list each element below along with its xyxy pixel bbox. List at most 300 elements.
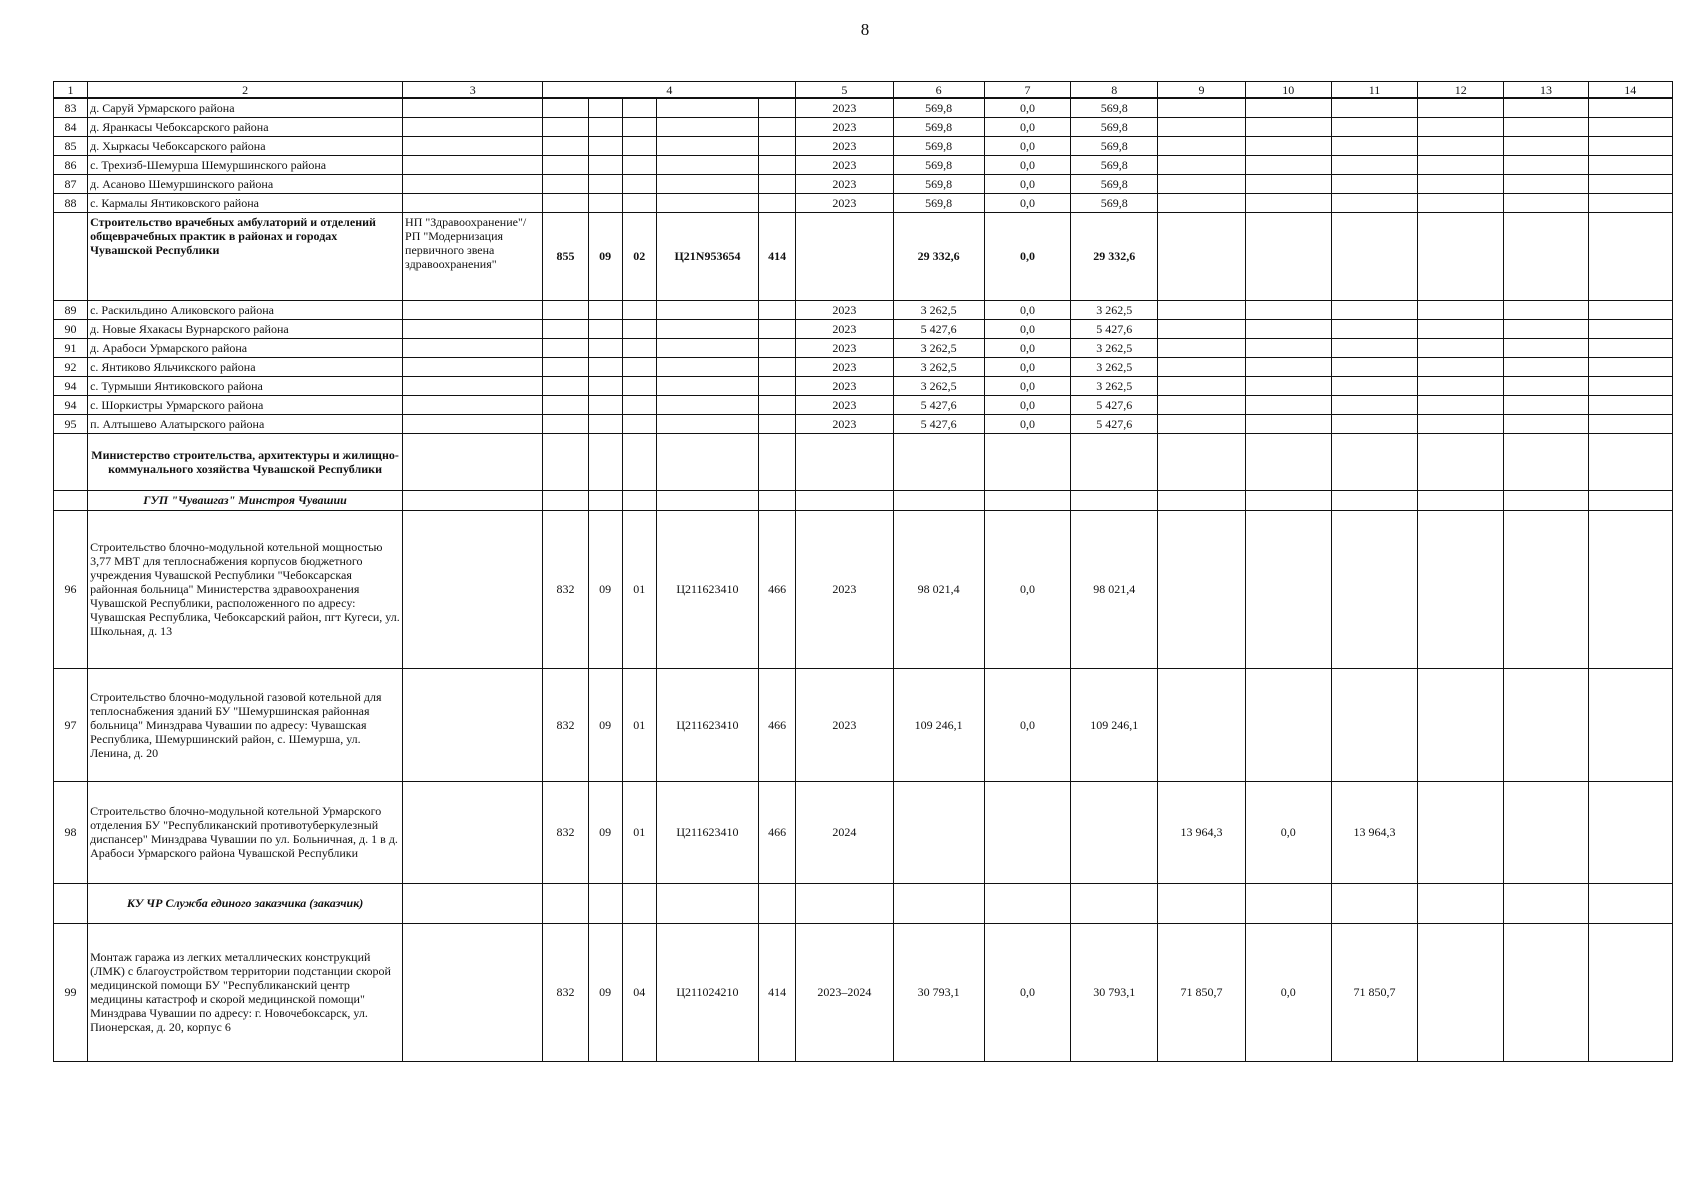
code-cell [759, 155, 796, 174]
empty-cell [1588, 668, 1672, 781]
year-cell: 2023 [796, 338, 893, 357]
table-row [54, 136, 1673, 155]
value-col6: 5 427,6 [893, 414, 984, 433]
value-col6: 5 427,6 [893, 395, 984, 414]
code-cell [656, 433, 758, 490]
value-v11: 71 850,7 [1331, 923, 1417, 1061]
empty-cell [1418, 98, 1504, 117]
empty-cell [1245, 490, 1331, 510]
code-cell: 832 [543, 668, 588, 781]
empty-cell [1418, 781, 1504, 883]
empty-cell [1504, 357, 1588, 376]
empty-cell [1245, 174, 1331, 193]
header-cell: 4 [543, 82, 796, 99]
program-cell [403, 357, 543, 376]
empty-cell [893, 433, 984, 490]
empty-cell [1158, 155, 1245, 174]
value-col7: 0,0 [984, 136, 1070, 155]
header-cell: 10 [1245, 82, 1331, 99]
empty-cell [1418, 117, 1504, 136]
value-col7: 0,0 [984, 300, 1070, 319]
empty-cell [1588, 212, 1672, 300]
empty-cell [54, 212, 88, 300]
table-row [54, 174, 1673, 193]
header-cell: 7 [984, 82, 1070, 99]
code-cell [656, 376, 758, 395]
object-name: с. Шоркистры Урмарского района [88, 395, 403, 414]
code-cell: Ц211024210 [656, 923, 758, 1061]
code-cell [622, 395, 656, 414]
table-row [54, 357, 1673, 376]
year-cell: 2023 [796, 414, 893, 433]
empty-cell [1418, 510, 1504, 668]
empty-cell [1588, 155, 1672, 174]
code-cell: 01 [622, 668, 656, 781]
empty-cell [1158, 300, 1245, 319]
program-cell [403, 510, 543, 668]
empty-cell [1588, 357, 1672, 376]
budget-table [53, 81, 1673, 1062]
code-cell [759, 490, 796, 510]
row-number: 99 [54, 923, 88, 1061]
empty-cell [1158, 174, 1245, 193]
code-cell [656, 395, 758, 414]
empty-cell [1331, 155, 1417, 174]
empty-cell [796, 433, 893, 490]
code-cell [656, 174, 758, 193]
year-cell: 2023 [796, 174, 893, 193]
code-cell: 414 [759, 212, 796, 300]
empty-cell [1158, 490, 1245, 510]
code-cell [588, 433, 622, 490]
empty-cell [1418, 668, 1504, 781]
year-cell: 2023 [796, 319, 893, 338]
table-row [54, 98, 1673, 117]
value-col7: 0,0 [984, 357, 1070, 376]
empty-cell [893, 490, 984, 510]
empty-cell [1588, 117, 1672, 136]
code-cell: 09 [588, 510, 622, 668]
empty-cell [1245, 357, 1331, 376]
code-cell [543, 193, 588, 212]
code-cell [656, 357, 758, 376]
empty-cell [1158, 414, 1245, 433]
program-cell [403, 376, 543, 395]
program-cell [403, 923, 543, 1061]
code-cell: 09 [588, 923, 622, 1061]
empty-cell [1504, 319, 1588, 338]
empty-cell [1071, 490, 1158, 510]
empty-cell [984, 433, 1070, 490]
value-v6 [893, 781, 984, 883]
empty-cell [1504, 98, 1588, 117]
program-cell [403, 136, 543, 155]
empty-cell [1071, 883, 1158, 923]
code-cell [588, 98, 622, 117]
empty-cell [1158, 376, 1245, 395]
empty-cell [1418, 193, 1504, 212]
value-col6: 569,8 [893, 155, 984, 174]
code-cell [588, 376, 622, 395]
empty-cell [1158, 883, 1245, 923]
empty-cell [1504, 510, 1588, 668]
empty-cell [1504, 433, 1588, 490]
empty-cell [1504, 212, 1588, 300]
empty-cell [1331, 193, 1417, 212]
empty-cell [1418, 376, 1504, 395]
section-row [54, 490, 1673, 510]
value-col6: 569,8 [893, 136, 984, 155]
program-cell [403, 668, 543, 781]
value-col8: 29 332,6 [1071, 212, 1158, 300]
code-cell [588, 300, 622, 319]
header-cell: 2 [88, 82, 403, 99]
empty-cell [1588, 174, 1672, 193]
code-cell [656, 414, 758, 433]
code-cell [543, 155, 588, 174]
code-cell: 04 [622, 923, 656, 1061]
table-row [54, 510, 1673, 668]
empty-cell [1331, 338, 1417, 357]
row-number: 86 [54, 155, 88, 174]
value-v9: 71 850,7 [1158, 923, 1245, 1061]
empty-cell [1245, 319, 1331, 338]
value-col8: 569,8 [1071, 155, 1158, 174]
empty-cell [1331, 212, 1417, 300]
value-col7: 0,0 [984, 319, 1070, 338]
empty-cell [1158, 319, 1245, 338]
empty-cell [1245, 193, 1331, 212]
empty-cell [984, 490, 1070, 510]
empty-cell [1588, 376, 1672, 395]
table-row [54, 414, 1673, 433]
value-col8: 569,8 [1071, 174, 1158, 193]
value-v6: 98 021,4 [893, 510, 984, 668]
empty-cell [1588, 338, 1672, 357]
code-cell: Ц211623410 [656, 781, 758, 883]
object-name: д. Яранкасы Чебоксарского района [88, 117, 403, 136]
header-cell: 11 [1331, 82, 1417, 99]
table-row [54, 668, 1673, 781]
value-v10: 0,0 [1245, 781, 1331, 883]
empty-cell [1245, 338, 1331, 357]
empty-cell [1504, 490, 1588, 510]
value-col8: 569,8 [1071, 136, 1158, 155]
empty-cell [1588, 193, 1672, 212]
code-cell [543, 338, 588, 357]
empty-cell [1504, 376, 1588, 395]
empty-cell [1331, 414, 1417, 433]
code-cell [543, 136, 588, 155]
code-cell [656, 98, 758, 117]
code-cell [622, 433, 656, 490]
year-cell: 2023 [796, 98, 893, 117]
empty-cell [54, 490, 88, 510]
empty-cell [1504, 883, 1588, 923]
object-name: Строительство блочно-модульной котельной Урмарского отделения БУ "Республиканский противотуберкулезный диспансер" Минздрава Чувашии по ул. Больничная, д. 1 в д. Арабоси Урмарского района Чувашской Республики [88, 781, 403, 883]
empty-cell [1504, 155, 1588, 174]
value-col8: 5 427,6 [1071, 319, 1158, 338]
year-cell: 2023 [796, 136, 893, 155]
value-v10: 0,0 [1245, 923, 1331, 1061]
program-cell [403, 117, 543, 136]
row-number: 91 [54, 338, 88, 357]
empty-cell [1158, 433, 1245, 490]
year-cell: 2023 [796, 357, 893, 376]
value-v7: 0,0 [984, 510, 1070, 668]
empty-cell [893, 883, 984, 923]
code-cell [588, 319, 622, 338]
value-col8: 569,8 [1071, 98, 1158, 117]
code-cell [656, 883, 758, 923]
code-cell [759, 193, 796, 212]
code-cell [622, 98, 656, 117]
row-number: 83 [54, 98, 88, 117]
empty-cell [1331, 300, 1417, 319]
code-cell [622, 376, 656, 395]
empty-cell [1504, 923, 1588, 1061]
code-cell [759, 376, 796, 395]
code-cell: 414 [759, 923, 796, 1061]
year-cell: 2023 [796, 395, 893, 414]
year-cell: 2023 [796, 376, 893, 395]
empty-cell [1331, 376, 1417, 395]
empty-cell [1245, 395, 1331, 414]
code-cell [656, 136, 758, 155]
code-cell [656, 338, 758, 357]
value-col6: 569,8 [893, 193, 984, 212]
empty-cell [1245, 414, 1331, 433]
empty-cell [1245, 376, 1331, 395]
code-cell: Ц211623410 [656, 668, 758, 781]
code-cell [656, 117, 758, 136]
empty-cell [1588, 414, 1672, 433]
value-v10 [1245, 668, 1331, 781]
value-col7: 0,0 [984, 212, 1070, 300]
value-col7: 0,0 [984, 414, 1070, 433]
value-v9 [1158, 510, 1245, 668]
code-cell [588, 193, 622, 212]
value-v11 [1331, 668, 1417, 781]
code-cell: 855 [543, 212, 588, 300]
page-number: 8 [860, 20, 870, 39]
value-col8: 3 262,5 [1071, 357, 1158, 376]
row-number: 90 [54, 319, 88, 338]
row-number: 92 [54, 357, 88, 376]
value-v7: 0,0 [984, 923, 1070, 1061]
empty-cell [1158, 117, 1245, 136]
code-cell [622, 174, 656, 193]
code-cell: 832 [543, 781, 588, 883]
header-cell: 12 [1418, 82, 1504, 99]
code-cell [543, 883, 588, 923]
code-cell [543, 300, 588, 319]
code-cell [588, 136, 622, 155]
object-name: д. Асаново Шемуршинского района [88, 174, 403, 193]
header-row [54, 82, 1673, 99]
empty-cell [1418, 883, 1504, 923]
table-row [54, 155, 1673, 174]
value-v8 [1071, 781, 1158, 883]
empty-cell [1331, 395, 1417, 414]
row-number: 87 [54, 174, 88, 193]
value-col7: 0,0 [984, 98, 1070, 117]
empty-cell [1418, 395, 1504, 414]
empty-cell [1245, 98, 1331, 117]
empty-cell [1071, 433, 1158, 490]
code-cell [622, 357, 656, 376]
header-cell: 8 [1071, 82, 1158, 99]
value-col7: 0,0 [984, 174, 1070, 193]
empty-cell [1588, 300, 1672, 319]
empty-cell [1331, 319, 1417, 338]
empty-cell [1158, 395, 1245, 414]
object-name: д. Саруй Урмарского района [88, 98, 403, 117]
code-cell: Ц21N953654 [656, 212, 758, 300]
year-cell: 2023 [796, 668, 893, 781]
value-col6: 3 262,5 [893, 338, 984, 357]
code-cell: 09 [588, 212, 622, 300]
program-cell [403, 300, 543, 319]
header-cell: 6 [893, 82, 984, 99]
empty-cell [1245, 155, 1331, 174]
empty-cell [1245, 300, 1331, 319]
year-cell: 2023 [796, 510, 893, 668]
empty-cell [1245, 883, 1331, 923]
empty-cell [1158, 98, 1245, 117]
empty-cell [1588, 923, 1672, 1061]
row-number: 97 [54, 668, 88, 781]
code-cell [622, 136, 656, 155]
code-cell [543, 376, 588, 395]
code-cell [656, 193, 758, 212]
code-cell [656, 155, 758, 174]
code-cell [759, 338, 796, 357]
code-cell [543, 319, 588, 338]
empty-cell [1418, 338, 1504, 357]
header-cell: 3 [403, 82, 543, 99]
code-cell: 466 [759, 510, 796, 668]
code-cell [588, 883, 622, 923]
year-cell: 2023–2024 [796, 923, 893, 1061]
program-cell [403, 433, 543, 490]
code-cell [543, 357, 588, 376]
object-name: Строительство блочно-модульной газовой котельной для теплоснабжения зданий БУ "Шемуршинская районная больница" Минздрава Чувашии по адресу: Чувашская Республика, Шемуршинский район, с. Шемурша, ул. Ленина, д. 20 [88, 668, 403, 781]
row-number: 84 [54, 117, 88, 136]
value-col8: 3 262,5 [1071, 300, 1158, 319]
code-cell [622, 300, 656, 319]
empty-cell [1158, 212, 1245, 300]
code-cell [622, 155, 656, 174]
code-cell [759, 883, 796, 923]
program-cell [403, 338, 543, 357]
empty-cell [1158, 338, 1245, 357]
code-cell [622, 414, 656, 433]
empty-cell [1504, 781, 1588, 883]
empty-cell [1588, 136, 1672, 155]
row-number: 94 [54, 395, 88, 414]
value-col6: 3 262,5 [893, 376, 984, 395]
value-col6: 5 427,6 [893, 319, 984, 338]
program-cell [403, 883, 543, 923]
empty-cell [1504, 193, 1588, 212]
row-number: 98 [54, 781, 88, 883]
object-name: д. Новые Яхакасы Вурнарского района [88, 319, 403, 338]
program-cell [403, 98, 543, 117]
header-cell: 9 [1158, 82, 1245, 99]
year-cell: 2023 [796, 117, 893, 136]
code-cell [759, 414, 796, 433]
row-number: 94 [54, 376, 88, 395]
value-col7: 0,0 [984, 395, 1070, 414]
table-row [54, 395, 1673, 414]
object-name: д. Хыркасы Чебоксарского района [88, 136, 403, 155]
empty-cell [1331, 98, 1417, 117]
code-cell [588, 155, 622, 174]
object-name: с. Трехизб-Шемурша Шемуршинского района [88, 155, 403, 174]
code-cell: 832 [543, 923, 588, 1061]
code-cell [759, 395, 796, 414]
object-name: д. Арабоси Урмарского района [88, 338, 403, 357]
program-cell [403, 319, 543, 338]
empty-cell [796, 490, 893, 510]
empty-cell [1504, 668, 1588, 781]
table-row [54, 923, 1673, 1061]
empty-cell [1245, 117, 1331, 136]
empty-cell [1418, 212, 1504, 300]
program-cell [403, 174, 543, 193]
empty-cell [1245, 136, 1331, 155]
code-cell [543, 433, 588, 490]
empty-cell [1588, 490, 1672, 510]
empty-cell [1504, 338, 1588, 357]
code-cell [588, 490, 622, 510]
empty-cell [1418, 490, 1504, 510]
code-cell [759, 117, 796, 136]
value-col6: 569,8 [893, 117, 984, 136]
empty-cell [984, 883, 1070, 923]
empty-cell [1418, 174, 1504, 193]
value-v9 [1158, 668, 1245, 781]
header-cell: 13 [1504, 82, 1588, 99]
code-cell [759, 98, 796, 117]
header-cell: 1 [54, 82, 88, 99]
value-v6: 109 246,1 [893, 668, 984, 781]
code-cell [588, 338, 622, 357]
code-cell: Ц211623410 [656, 510, 758, 668]
value-v7 [984, 781, 1070, 883]
empty-cell [1418, 155, 1504, 174]
empty-cell [1588, 510, 1672, 668]
value-col6: 569,8 [893, 174, 984, 193]
value-col8: 5 427,6 [1071, 395, 1158, 414]
empty-cell [1504, 414, 1588, 433]
code-cell [759, 174, 796, 193]
empty-cell [1504, 117, 1588, 136]
row-number: 95 [54, 414, 88, 433]
code-cell [759, 433, 796, 490]
section-row [54, 883, 1673, 923]
row-number: 89 [54, 300, 88, 319]
code-cell: 09 [588, 781, 622, 883]
code-cell [622, 193, 656, 212]
empty-cell [1331, 136, 1417, 155]
section-title: ГУП "Чувашгаз" Минстроя Чувашии [88, 490, 403, 510]
header-cell: 14 [1588, 82, 1672, 99]
code-cell [622, 319, 656, 338]
empty-cell [1158, 136, 1245, 155]
empty-cell [54, 433, 88, 490]
